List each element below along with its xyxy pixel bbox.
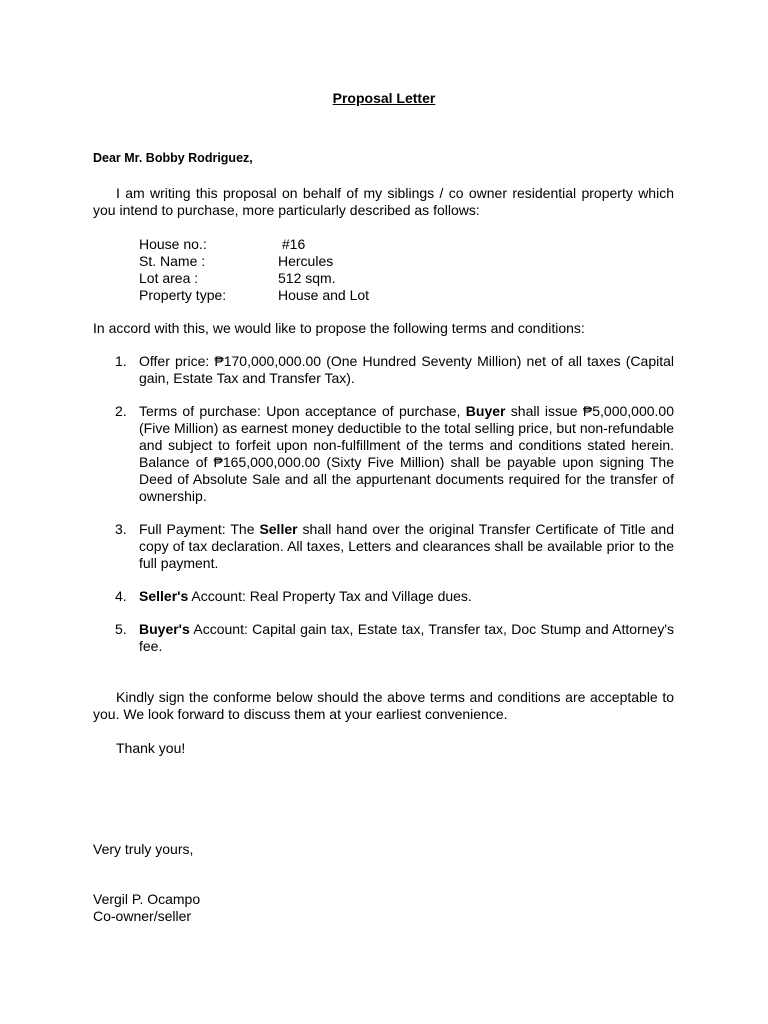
term-item <box>93 403 674 505</box>
term-text: Offer price: ₱170,000,000.00 (One Hundred Seventy Million) net of all taxes (Capital gain, Estate Tax and Transfer Tax). <box>139 353 674 386</box>
term-item <box>93 521 674 572</box>
term-text: Terms of purchase: Upon acceptance of purchase, Buyer shall issue ₱5,000,000.00 (Five Million) as earnest money deductible to the total selling price, but non-refundable and subject to forfeit upon non-fulfillment of the terms and conditions stated herein. Balance of ₱165,000,000.00 (Sixty Five Million) shall be payable upon signing The Deed of Absolute Sale and all the appurtenant documents required for the transfer of ownership. <box>139 403 674 504</box>
term-number: 4. <box>115 588 127 604</box>
detail-label: Lot area : <box>139 270 199 286</box>
page-title: Proposal Letter <box>332 90 436 106</box>
detail-value: 512 sqm. <box>278 270 336 286</box>
term-item <box>93 621 674 655</box>
detail-label: Property type: <box>139 287 227 303</box>
term-bold: Seller's <box>139 588 189 604</box>
term-bold: Buyer <box>465 403 506 419</box>
salutation: Dear Mr. Bobby Rodriguez, <box>93 151 253 165</box>
intro-paragraph: I am writing this proposal on behalf of my siblings / co owner residential property which you intend to purchase, more particularly described as follows: <box>93 185 674 218</box>
detail-value: House and Lot <box>278 287 370 303</box>
term-item <box>93 353 674 387</box>
detail-row <box>139 287 369 304</box>
term-number: 1. <box>115 353 127 369</box>
detail-row <box>139 253 369 270</box>
term-bold: Seller <box>259 521 298 537</box>
detail-value: Hercules <box>278 253 334 269</box>
signature-block <box>93 891 200 925</box>
signatory-role: Co-owner/seller <box>93 908 192 924</box>
term-text: Seller's Account: Real Property Tax and Village dues. <box>139 588 472 604</box>
term-number: 3. <box>115 521 127 537</box>
signatory-name: Vergil P. Ocampo <box>93 891 201 907</box>
terms-list <box>93 353 674 671</box>
detail-label: St. Name : <box>139 253 206 269</box>
kindly-paragraph: Kindly sign the conforme below should the above terms and conditions are acceptable to you. We look forward to discuss them at your earliest convenience. <box>93 689 674 722</box>
term-number: 5. <box>115 621 127 637</box>
detail-row <box>139 270 369 287</box>
term-text: Full Payment: The Seller shall hand over the original Transfer Certificate of Title and copy of tax declaration. All taxes, Letters and clearances shall be available prior to the full payment. <box>139 521 674 571</box>
closing-line: Very truly yours, <box>93 841 194 857</box>
term-text: Buyer's Account: Capital gain tax, Estate tax, Transfer tax, Doc Stump and Attorney's fee. <box>139 621 674 654</box>
thanks-line: Thank you! <box>116 740 186 756</box>
detail-value: #16 <box>278 236 306 252</box>
property-details <box>139 236 369 304</box>
term-item <box>93 588 674 605</box>
term-number: 2. <box>115 403 127 419</box>
accord-paragraph: In accord with this, we would like to propose the following terms and conditions: <box>93 320 585 336</box>
detail-row <box>139 236 369 253</box>
term-bold: Buyer's <box>139 621 190 637</box>
detail-label: House no.: <box>139 236 207 252</box>
